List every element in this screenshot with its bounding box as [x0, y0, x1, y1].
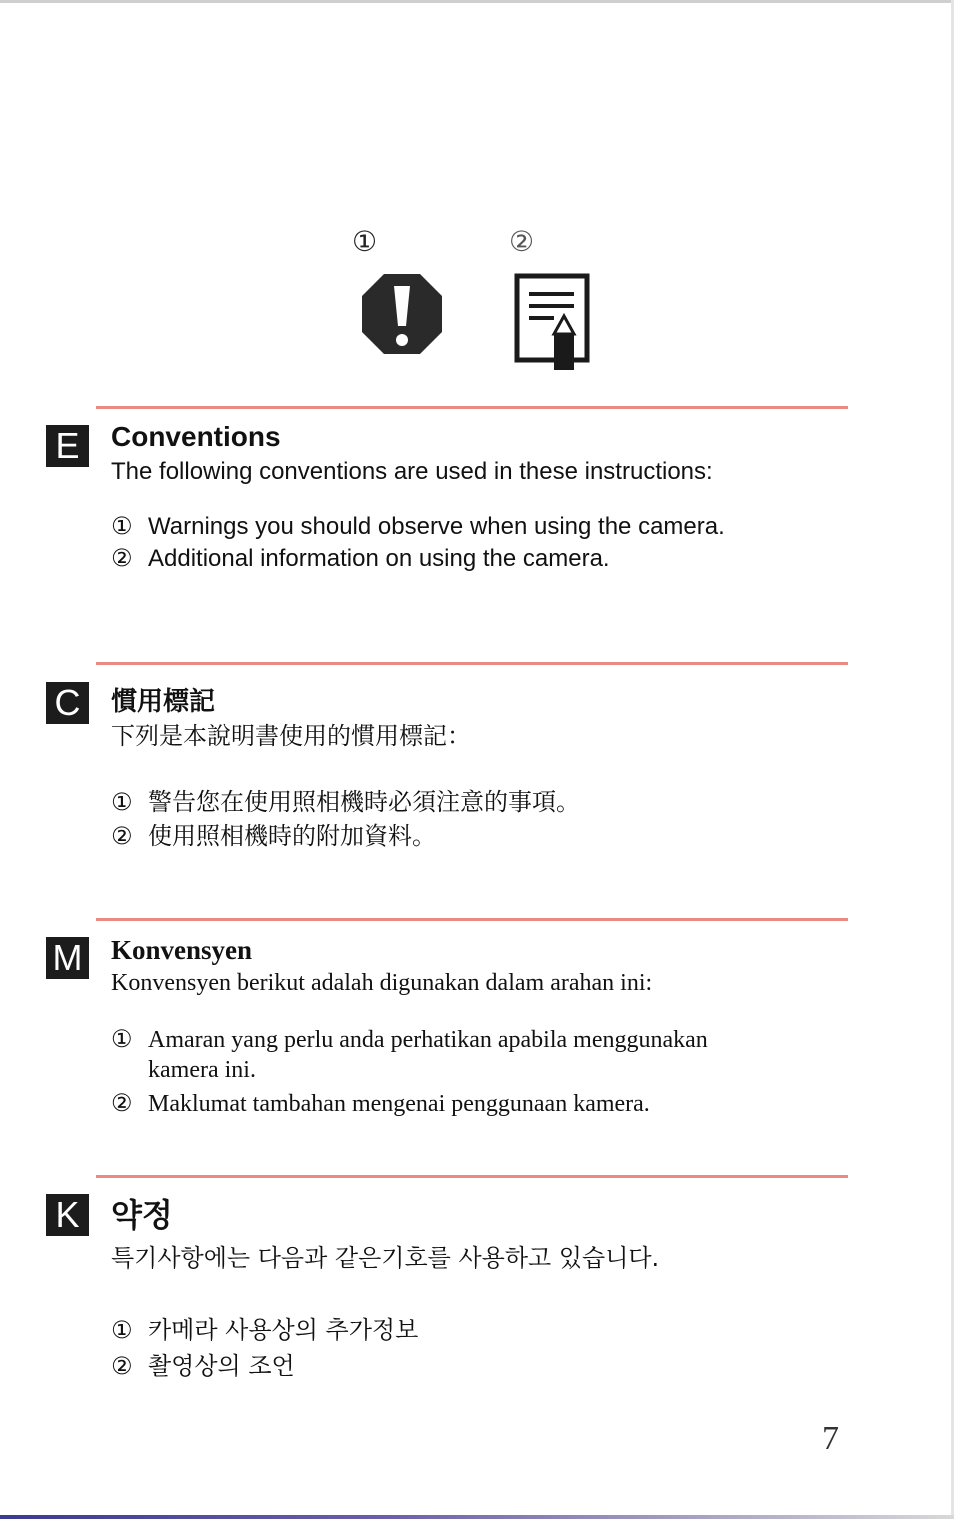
list-item-number: ① [111, 788, 133, 816]
section-intro-english: The following conventions are used in these instructions: [111, 458, 713, 485]
list-item-korean-1 [111, 1310, 418, 1345]
list-item-number: ② [111, 1352, 133, 1380]
list-item-text: 카메라 사용상의 추가정보 [148, 1316, 419, 1344]
section-divider-korean [96, 1175, 848, 1178]
section-intro-korean: 특기사항에는 다음과 같은기호를 사용하고 있습니다. [111, 1244, 660, 1272]
list-item-chinese-2 [111, 816, 436, 851]
list-item-english-2 [111, 544, 610, 573]
list-item-malay-1 [111, 1025, 708, 1054]
language-tag-chinese: C [46, 682, 89, 724]
list-item-text: 使用照相機時的附加資料。 [148, 822, 436, 850]
section-title-chinese: 慣用標記 [111, 686, 216, 716]
list-item-text: 촬영상의 조언 [148, 1352, 295, 1380]
list-item-korean-2 [111, 1346, 295, 1381]
list-item-english-1 [111, 512, 725, 541]
list-item-number: ① [111, 1027, 133, 1053]
list-item-text: Warnings you should observe when using the camera. [148, 513, 725, 540]
list-item-number: ② [111, 1091, 133, 1117]
list-item-text: 警告您在使用照相機時必須注意的事項。 [148, 788, 580, 816]
section-intro-malay: Konvensyen berikut adalah digunakan dalam arahan ini: [111, 970, 653, 996]
section-title-malay: Konvensyen [111, 935, 253, 965]
page-number: 7 [822, 1420, 839, 1457]
memo-icon [514, 272, 594, 379]
list-item-number: ① [111, 513, 133, 540]
list-item-text: Amaran yang perlu anda perhatikan apabila menggunakan [148, 1027, 708, 1053]
language-tag-malay: M [46, 937, 89, 979]
section-title-english: Conventions [111, 421, 281, 452]
warning-icon [360, 272, 444, 361]
list-item-text: Maklumat tambahan mengenai penggunaan kamera. [148, 1091, 650, 1117]
list-item-malay-2 [111, 1089, 650, 1118]
page-bottom-edge [0, 1515, 954, 1519]
section-divider-malay [96, 918, 848, 921]
list-item-number: ① [111, 1316, 133, 1344]
list-item-number: ② [111, 545, 133, 572]
section-divider-chinese [96, 662, 848, 665]
list-item-malay-1-continued: kamera ini. [148, 1057, 256, 1083]
section-title-korean: 약정 [111, 1197, 173, 1233]
section-divider-english [96, 406, 848, 409]
memo-icon-number: ② [509, 226, 535, 257]
language-tag-english: E [46, 425, 89, 467]
list-item-text: Additional information on using the camera. [148, 545, 610, 572]
list-item-number: ② [111, 822, 133, 850]
section-intro-chinese: 下列是本說明書使用的慣用標記： [111, 722, 471, 750]
language-tag-korean: K [46, 1194, 89, 1236]
list-item-chinese-1 [111, 782, 580, 817]
warning-icon-number: ① [352, 226, 378, 257]
page-top-edge [0, 0, 954, 3]
